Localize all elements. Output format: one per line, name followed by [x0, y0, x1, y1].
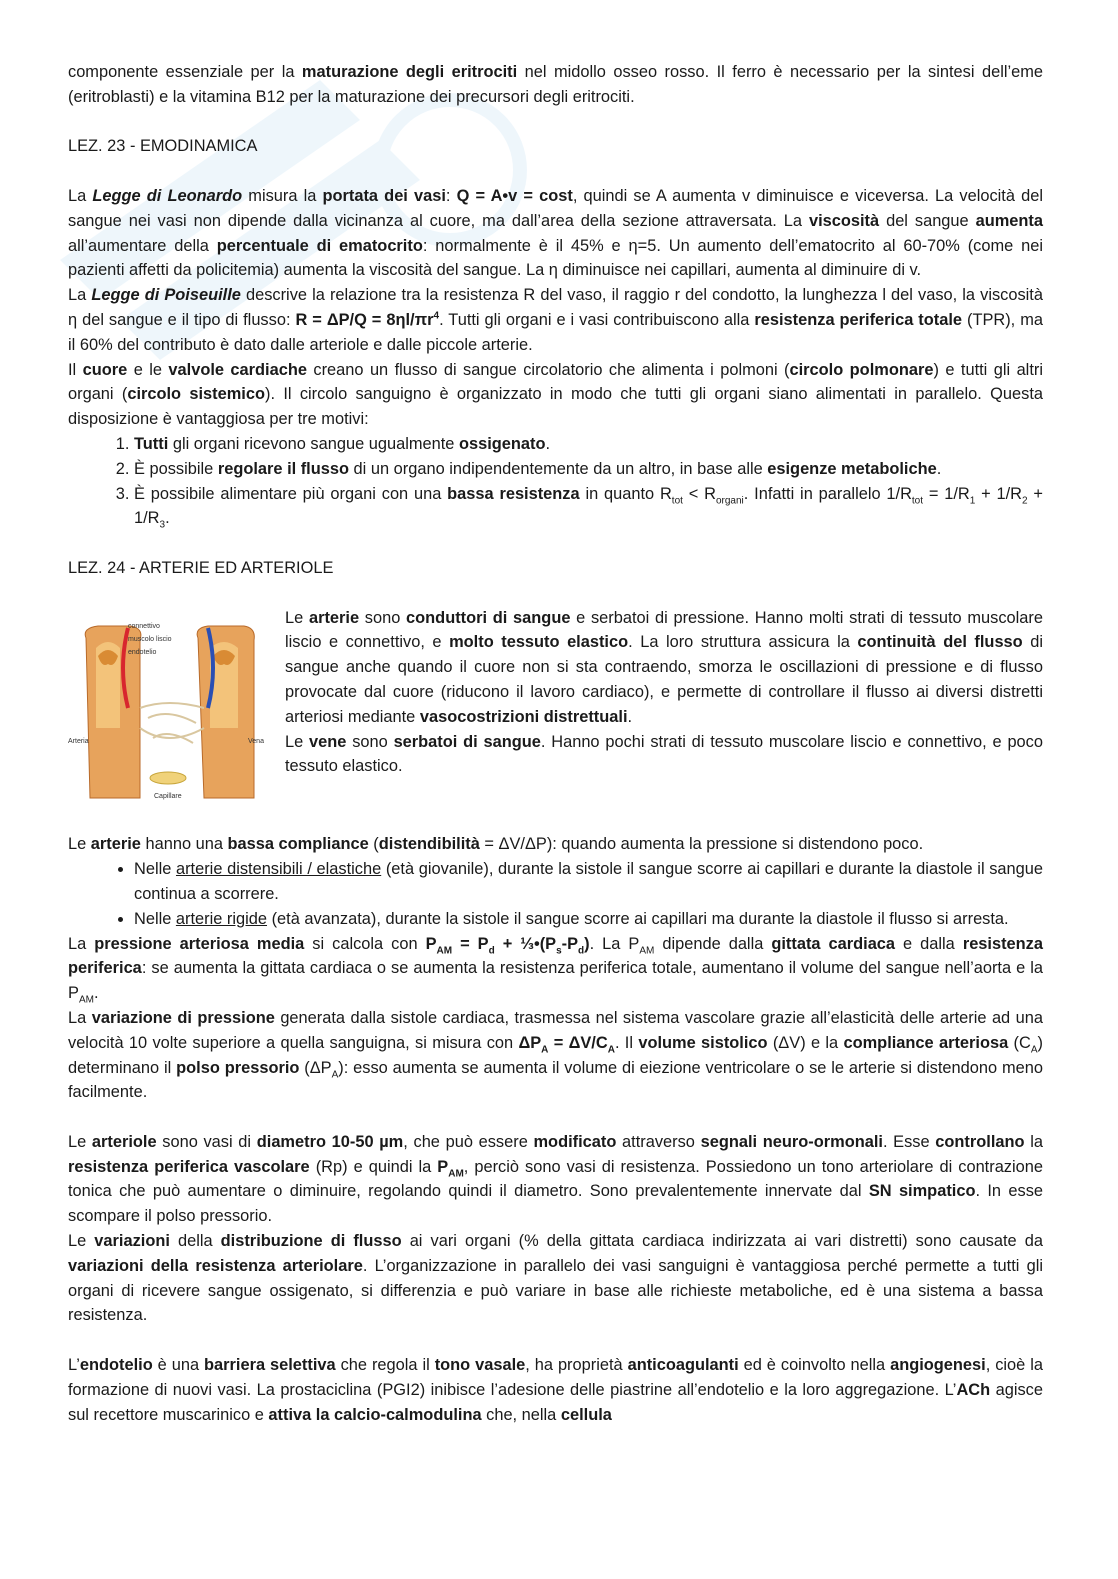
paragraph-distribuzione-flusso: Le variazioni della distribuzione di flusso ai vari organi (% della gittata cardiaca indirizzata ai vari distretti) sono causate da variazioni della resistenza arteriolare. L’organizzazione in parallelo dei vasi sanguigni è vantaggiosa perché permette a tutti gli organi di ricevere sangue ossigenato, si differenzia e può variare in base alle richieste metaboliche, ed è una sistema a bassa resistenza. — [68, 1232, 1043, 1325]
intro-paragraph: componente essenziale per la maturazione degli eritrociti nel midollo osseo rosso. Il ferro è necessario per la sintesi dell’eme (eritroblasti) e la vitamina B12 per la maturazione dei precursori degli eritrociti. — [68, 63, 1044, 106]
label-endotelio: endotelio — [128, 648, 157, 656]
numbered-list — [68, 432, 1043, 531]
label-arteria: Arteria — [68, 737, 89, 745]
paragraph-endotelio: L’endotelio è una barriera selettiva che regola il tono vasale, ha proprietà anticoagulanti ed è coinvolto nella angiogenesi, cioè la formazione di nuovi vasi. La prostaciclina (PGI2) inibisce l’adesione delle piastrine all’endotelio e la loro aggregazione. L’ACh agisce sul recettore muscarinico e attiva la calcio-calmodulina che, nella cellula — [68, 1356, 1043, 1424]
paragraph-poiseuille: La Legge di Poiseuille descrive la relazione tra la resistenza R del vaso, il raggio r del condotto, la lunghezza l del vaso, la viscosità η del sangue e il tipo di flusso: $R = \Delta P/Q = 8\eta l/\pi r^4$. Tutti gli organi e i vasi contribuiscono alla resistenza periferica totale (TPR), ma il 60% del contributo è dato dalle arteriole e dalle piccole arterie. — [68, 286, 1043, 354]
label-capillare: Capillare — [154, 792, 182, 800]
section-heading-lez24: LEZ. 24 - ARTERIE ED ARTERIOLE — [68, 558, 334, 577]
list-item: 1. Tutti gli organi ricevono sangue ugualmente ossigenato. — [134, 432, 1043, 457]
paragraph-pressione-media: La pressione arteriosa media si calcola con $P_{AM} = P_d$ + $\frac{1}{3}•(P_s-P_d)$. La $P_{AM}$ dipende dalla gittata cardiaca e dalla resistenza periferica: se aumenta la gittata cardiaca o se aumenta la resistenza periferica totale, aumentano il volume del sangue nell’aorta e la $P_{AM}$. — [68, 934, 1043, 1006]
figure-row — [68, 606, 1043, 808]
paragraph-compliance: Le arterie hanno una bassa compliance (distendibilità = ΔV/ΔP): quando aumenta la pressione si distendono poco. — [68, 835, 924, 854]
paragraph-arterie: Le arterie sono conduttori di sangue e serbatoi di pressione. Hanno molti strati di tessuto muscolare liscio e connettivo, e molto tessuto elastico. La loro struttura assicura la continuità del flusso di sangue anche quando il cuore non si sta contraendo, smorza le oscillazioni di pressione e di flusso provocate dal cuore (riducono il lavoro cardiaco), e permette di controllare il flusso ai diversi distretti arteriosi mediante vasocostrizioni distrettuali. — [285, 608, 1043, 726]
vessel-diagram — [68, 608, 268, 808]
list-item: 2. È possibile regolare il flusso di un organo indipendentemente da un altro, in base alle esigenze metaboliche. — [134, 457, 1043, 482]
label-connettivo: connettivo — [128, 622, 160, 630]
paragraph-leonardo: La Legge di Leonardo misura la portata dei vasi: Q = A•v = cost, quindi se A aumenta v diminuisce e viceversa. La velocità del sangue nei vasi non dipende dalla vicinanza al cuore, ma dall’area della sezione attraversata. La viscosità del sangue aumenta all’aumentare della percentuale di ematocrito: normalmente è il 45% e η=5. Un aumento dell’ematocrito al 60-70% (come nei pazienti affetti da policitemia) aumenta la viscosità del sangue. La η diminuisce nei capillari, aumenta al diminuire di v. — [68, 186, 1043, 280]
list-item: • Nelle arterie rigide (età avanzata), durante la sistole il sangue scorre ai capillari ma durante la diastole il flusso si arresta. — [134, 907, 1043, 932]
list-item: 3. È possibile alimentare più organi con una bassa resistenza in quanto $R_{tot} < R_{organi}$. Infatti in parallelo $1/R_{tot} = 1/R_1 + 1/R_2 + 1/R_3$. — [134, 482, 1043, 532]
bullet-list — [68, 857, 1043, 931]
label-vena: Vena — [248, 737, 264, 745]
paragraph-arteriole: Le arteriole sono vasi di diametro 10-50 µm, che può essere modificato attraverso segnali neuro-ormonali. Esse controllano la resistenza periferica vascolare (Rp) e quindi la $P_{AM}$, perciò sono vasi di resistenza. Possiedono un tono arteriolare di contrazione tonica che può aumentare o diminuire, regolando quindi il diametro. Sono prevalentemente innervate dal SN simpatico. In esse scompare il polso pressorio. — [68, 1132, 1044, 1226]
figure-text — [285, 606, 1043, 780]
document-page — [68, 60, 1043, 1427]
list-item: • Nelle arterie distensibili / elastiche (età giovanile), durante la sistole il sangue scorre ai capillari e durante la diastole il sangue continua a scorrere. — [134, 857, 1043, 907]
paragraph-variazione-pressione: La variazione di pressione generata dalla sistole cardiaca, trasmessa nel sistema vascolare grazie all’elasticità delle arterie ad una velocità 10 volte superiore a quella sanguigna, si misura con $\Delta P_A = \Delta V/C_A$. Il volume sistolico (ΔV) e la compliance arteriosa $(C_A)$ determinano il polso pressorio $(\Delta P_A)$: esso aumenta se aumenta il volume di eiezione ventricolare o se le arterie si distendono meno facilmente. — [68, 1008, 1043, 1102]
paragraph-vene: Le vene sono serbatoi di sangue. Hanno pochi strati di tessuto muscolare liscio e connettivo, e poco tessuto elastico. — [285, 732, 1043, 776]
label-muscolo: muscolo liscio — [128, 635, 172, 643]
paragraph-cuore: Il cuore e le valvole cardiache creano un flusso di sangue circolatorio che alimenta i polmoni (circolo polmonare) e tutti gli altri organi (circolo sistemico). Il circolo sanguigno è organizzato in modo che tutti gli organi siano alimentati in parallelo. Questa disposizione è vantaggiosa per tre motivi: — [68, 360, 1043, 429]
section-heading-lez23: LEZ. 23 - EMODINAMICA — [68, 137, 258, 156]
